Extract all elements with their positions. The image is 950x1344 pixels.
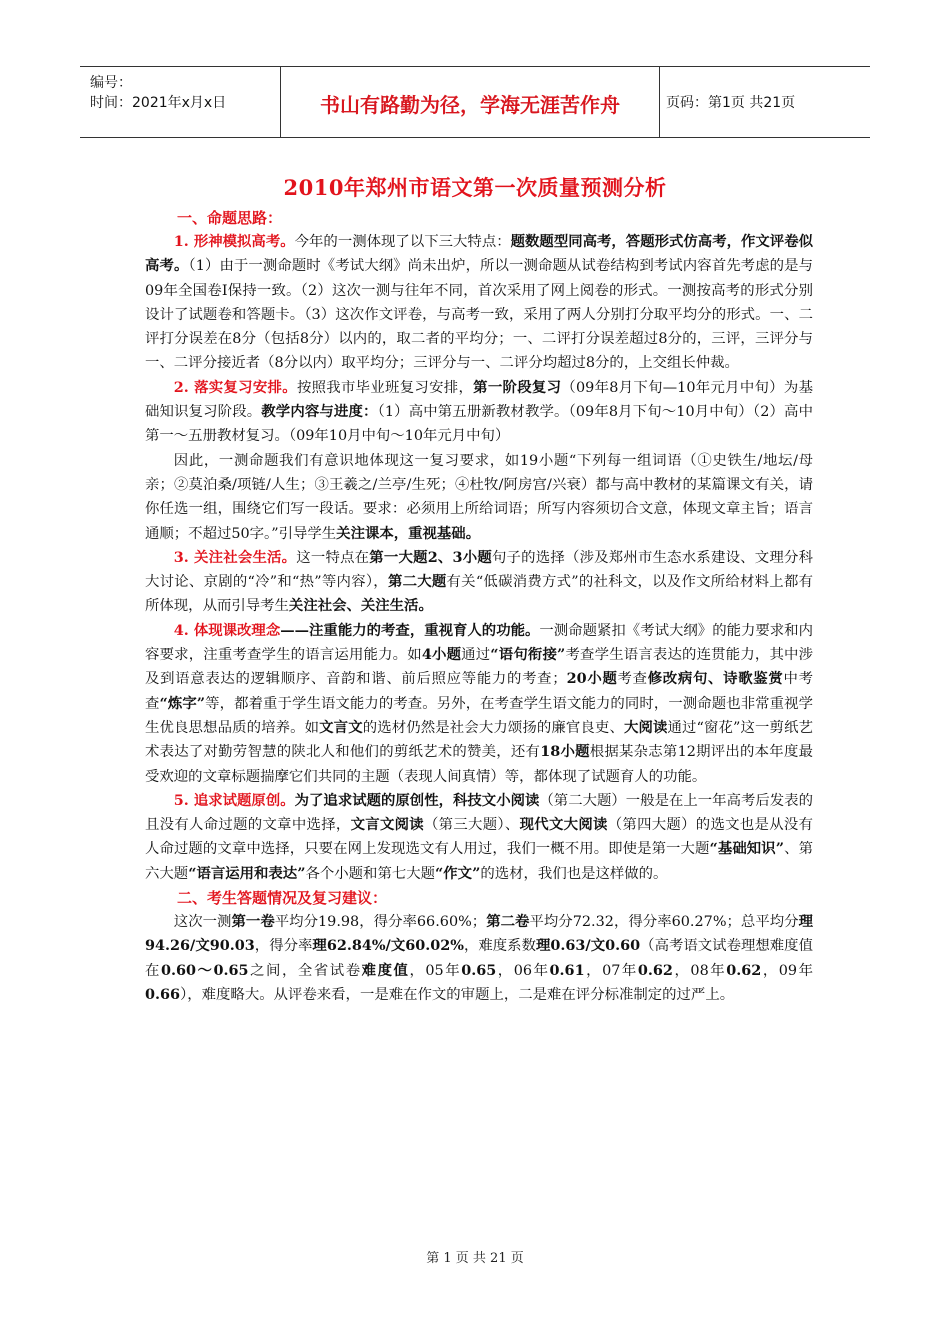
bold-text: 科技文小阅读 — [453, 791, 540, 809]
section-heading-2: 二、考生答题情况及复习建议： — [177, 889, 388, 908]
paragraph-therefore — [145, 449, 813, 546]
bold-text: 理0.63/文0.60 — [535, 937, 641, 955]
item-4-lead: 4. 体现课改理念 — [173, 621, 281, 639]
text: ），难度略大。从评卷来看，一是难在作文的审题上，二是难在评分标准制定的过严上。 — [180, 986, 735, 1003]
text: （1）由于一测命题时《考试大纲》尚未出炉，所以一测命题从试卷结构到考试内容首先考虑的是与09年全国卷Ⅰ保持一致。（2）这次一测与往年不同，首次采用了网上阅卷的形式。一测按高考的形式分别设计了试题卷和答题卡。（3）这次作文评卷，与高考一致，采用了两人分别打分取平均分的形式。一、二评打分误差在8分（包括8分）以内的，取二者的平均分；一、二评打分误差超过8分的，三评，三评分与一、二评分接近者（8分以内）取平均分；三评分与一、二评分均超过8分的，上交组长仲裁。 — [145, 258, 813, 372]
header-page-cell — [660, 67, 870, 137]
bold-text: 20小题 — [566, 670, 618, 688]
bold-text: 4小题 — [421, 646, 462, 664]
header-meta-cell — [80, 67, 281, 137]
document-title: 2010年郑州市语文第一次质量预测分析 — [283, 175, 667, 200]
text: （09年8月下旬—10年元月中旬）为基础知识复习阶段。 — [145, 379, 813, 421]
text: （第二大题）一般是在上一年高考后发表的且没有人命过题的文章中选择， — [145, 792, 813, 834]
bold-text: 第一阶段复习 — [473, 378, 562, 396]
item-1-lead: 1. 形神模拟高考。 — [173, 233, 295, 250]
text: （1）高中第五册新教材教学。（09年8月下旬～10月中旬）（2）高中第一～五册教材复习。（09年10月中旬～10年元月中旬） — [145, 404, 813, 445]
bold-text: 第二大题 — [387, 573, 447, 591]
text: 按照我市毕业班复习安排， — [296, 379, 474, 396]
paragraph-item-1 — [145, 230, 813, 376]
text: 因此，一测命题我们有意识地体现这一复习要求，如19小题“下列每一组词语（①史铁生/地坛/母亲；②莫泊桑/项链/人生；③王羲之/兰亭/生死；④杜牧/阿房宫/兴衰）都与高中教材的某篇课文有关，请你任选一组，围绕它们写一段话。要求：必须用上所给词语；所写内容须切合文意，体现文章主旨；语言通顺；不超过50字。”引导学生 — [145, 452, 813, 542]
header-motto: 书山有路勤为径，学海无涯苦作舟 — [320, 93, 620, 117]
text: 的选材，我们也是这样做的。 — [480, 865, 668, 882]
bold-text: 第一大题2、3小题 — [369, 548, 492, 566]
bold-text: 大阅读 — [623, 718, 668, 736]
text: 之间，全省试卷 — [248, 962, 362, 979]
bold-text: 0.65 — [461, 961, 497, 979]
paragraph-item-2 — [145, 376, 813, 449]
bold-text: 理62.84%/文60.02% — [312, 937, 464, 955]
section-heading-1: 一、命题思路： — [177, 209, 283, 227]
bold-text: “语句衔接” — [490, 646, 566, 664]
bold-text: 文言文 — [319, 718, 363, 736]
bold-text: 现代文大阅读 — [519, 816, 608, 834]
text: 今年的一测体现了以下三大特点： — [294, 234, 511, 250]
text: ，难度系数 — [463, 938, 536, 955]
bold-text: 0.66 — [145, 985, 181, 1003]
text: （高考语文试卷理想难度值在 — [145, 938, 813, 979]
item-2-lead: 2. 落实复习安排。 — [173, 378, 297, 396]
bold-text: 关注课本，重视基础。 — [336, 524, 481, 542]
text: 一测命题紧扣《考试大纲》的能力要求和内容要求，注重考查学生的语言运用能力。如 — [145, 622, 813, 664]
bold-text: 0.62 — [726, 961, 762, 979]
header-motto-cell — [281, 67, 660, 137]
document-time-label: 时间：2021年x月x日 — [90, 95, 227, 111]
bold-text: 理94.26/文90.03 — [145, 913, 813, 955]
text: 的选材仍然是社会大力颂扬的廉官良吏、 — [362, 719, 624, 736]
bold-text: 0.60～0.65 — [160, 961, 249, 979]
text: 句子的选择（涉及郑州市生态水系建设、文理分科大讨论、京剧的“冷”和“热”等内容）， — [145, 549, 813, 591]
bold-text: 题数题型同高考，答题形式仿高考，作文评卷似高考。 — [145, 233, 813, 275]
text: 平均分72.32，得分率60.27%；总平均分 — [529, 914, 799, 931]
bold-text: “语言运用和表达” — [188, 864, 306, 882]
bold-text: 0.61 — [549, 961, 585, 979]
text: 有关“低碳消费方式”的社科文，以及作文所给材料上都有所体现，从而引导考生 — [145, 574, 813, 615]
text: （第四大题）的选文也是从没有人命过题的文章中选择，只要在网上发现选文有人用过，我们一概不用。即使是第一大题 — [145, 817, 813, 858]
bold-text: 难度值 — [361, 961, 410, 979]
bold-text: 18小题 — [540, 743, 590, 761]
text: ，07年 — [584, 962, 638, 979]
text: 考查 — [617, 671, 648, 688]
document-body — [145, 206, 813, 1007]
bold-text: 第一卷 — [231, 913, 275, 931]
paragraph-item-5 — [145, 789, 813, 886]
bold-text: “基础知识” — [709, 840, 785, 858]
bold-text: “炼字” — [159, 694, 206, 712]
text: 根据某杂志第12期评出的本年度最受欢迎的文章标题揣摩它们共同的主题（表现人间真情）等，都体现了试题育人的功能。 — [145, 744, 813, 785]
text: ，得分率 — [254, 938, 313, 955]
item-5-lead: 5. 追求试题原创。 — [173, 791, 295, 809]
item-3-lead: 3. 关注社会生活。 — [173, 548, 297, 566]
text: 这一特点在 — [296, 549, 370, 566]
bold-text: 为了追求试题的原创性， — [294, 791, 454, 809]
bold-text: 文言文阅读 — [350, 816, 424, 834]
text: 等，都着重于学生语文能力的考查。另外，在考查学生语文能力的同时，一测命题也非常重视学生优良思想品质的培养。如 — [145, 695, 813, 736]
bold-text: 教学内容与进度： — [261, 403, 378, 421]
paragraph-item-4 — [145, 619, 813, 789]
text: ，09年 — [761, 962, 814, 979]
text: 平均分19.98，得分率66.60%； — [274, 914, 487, 931]
page-footer: 第 1 页 共 21 页 — [426, 1251, 524, 1266]
text: 各个小题和第七大题 — [305, 865, 436, 882]
text: 这次一测 — [173, 914, 232, 931]
text: 通过“窗花”这一剪纸艺术表达了对勤劳智慧的陕北人和他们的剪纸艺术的赞美，还有 — [145, 719, 813, 761]
bold-text: 0.62 — [637, 961, 673, 979]
header-page-info: 页码：第1页 共21页 — [666, 95, 796, 111]
text: 中考查 — [145, 671, 813, 712]
text: ，05年 — [409, 962, 462, 979]
text: 考查学生语言表达的连贯能力，其中涉及到语意表达的逻辑顺序、音韵和谐、前后照应等能力的考查； — [145, 647, 813, 688]
bold-text: “作文” — [435, 864, 481, 882]
text: ，06年 — [496, 962, 550, 979]
document-header — [80, 66, 870, 138]
bold-text: 第二卷 — [486, 913, 530, 931]
text: ，08年 — [672, 962, 727, 979]
text: （第三大题）、 — [424, 817, 520, 834]
text: 通过 — [461, 647, 491, 664]
paragraph-scores — [145, 910, 813, 1007]
paragraph-item-3 — [145, 546, 813, 619]
bold-text: 关注社会、关注生活。 — [288, 597, 433, 615]
bold-text: 修改病句、诗歌鉴赏 — [647, 670, 784, 688]
document-number-label: 编号： — [90, 75, 132, 91]
text: 、第六大题 — [145, 841, 813, 882]
bold-text: ——注重能力的考查，重视育人的功能。 — [280, 621, 540, 639]
